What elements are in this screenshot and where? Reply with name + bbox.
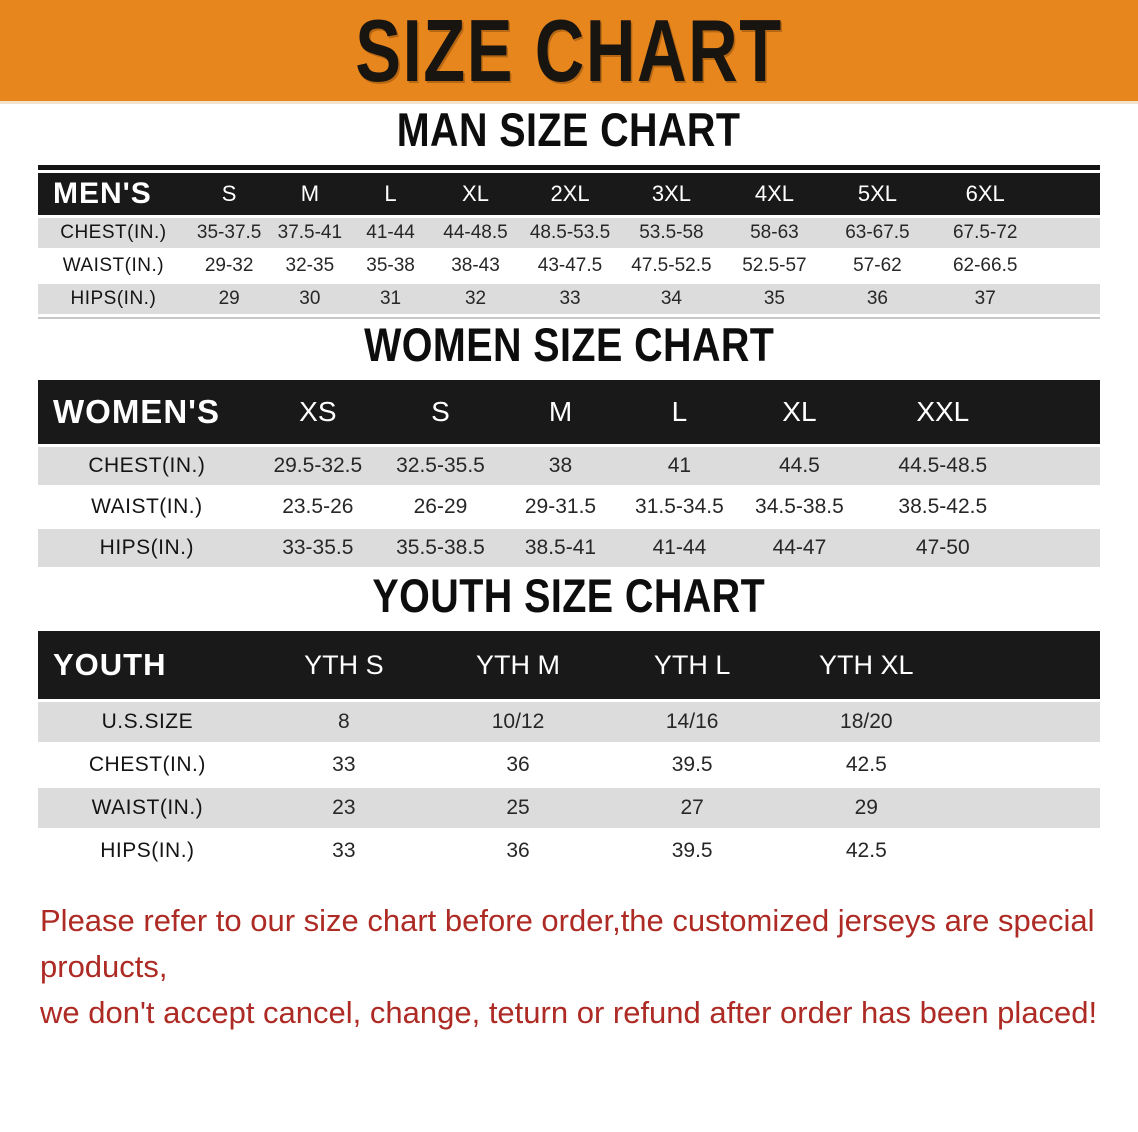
size-value: 32.5-35.5 xyxy=(380,446,501,487)
table-header-row xyxy=(38,380,1100,446)
women-size-table xyxy=(38,380,1100,570)
size-column-header: YTH M xyxy=(431,631,605,701)
size-value: 44-48.5 xyxy=(431,217,520,250)
size-column-header: 4XL xyxy=(723,173,826,217)
size-value: 38-43 xyxy=(431,250,520,283)
size-value: 38 xyxy=(501,446,620,487)
size-value: 39.5 xyxy=(605,830,779,873)
mens-section-heading xyxy=(0,104,1138,165)
size-value: 33 xyxy=(257,744,431,787)
table-corner-label: MEN'S xyxy=(38,173,189,217)
table-row xyxy=(38,830,1100,873)
size-column-header: XL xyxy=(739,380,860,446)
size-table xyxy=(38,380,1100,570)
size-value: 63-67.5 xyxy=(826,217,929,250)
size-value: 47.5-52.5 xyxy=(620,250,723,283)
filler-cell xyxy=(953,787,1100,830)
size-value: 29-32 xyxy=(189,250,270,283)
size-value: 36 xyxy=(431,744,605,787)
size-value: 39.5 xyxy=(605,744,779,787)
size-value: 27 xyxy=(605,787,779,830)
size-value: 32 xyxy=(431,283,520,316)
size-value: 34.5-38.5 xyxy=(739,487,860,528)
size-value: 23.5-26 xyxy=(256,487,380,528)
size-value: 48.5-53.5 xyxy=(520,217,620,250)
size-value: 33-35.5 xyxy=(256,528,380,569)
size-value: 44.5 xyxy=(739,446,860,487)
size-value: 52.5-57 xyxy=(723,250,826,283)
filler-cell xyxy=(953,744,1100,787)
size-value: 44-47 xyxy=(739,528,860,569)
filler-cell xyxy=(1026,446,1100,487)
table-row xyxy=(38,446,1100,487)
table-corner-label: YOUTH xyxy=(38,631,257,701)
size-value: 29.5-32.5 xyxy=(256,446,380,487)
size-column-header: S xyxy=(380,380,501,446)
size-column-header: M xyxy=(501,380,620,446)
banner xyxy=(0,0,1138,104)
size-value: 38.5-42.5 xyxy=(860,487,1026,528)
size-value: 41-44 xyxy=(350,217,431,250)
size-column-header: L xyxy=(350,173,431,217)
row-label: HIPS(IN.) xyxy=(38,528,256,569)
size-column-header: 6XL xyxy=(929,173,1042,217)
row-label: HIPS(IN.) xyxy=(38,283,189,316)
size-value: 23 xyxy=(257,787,431,830)
table-row xyxy=(38,701,1100,744)
size-value: 18/20 xyxy=(779,701,953,744)
filler-cell xyxy=(1041,173,1100,217)
size-value: 37.5-41 xyxy=(270,217,351,250)
size-value: 62-66.5 xyxy=(929,250,1042,283)
table-row xyxy=(38,250,1100,283)
table-row xyxy=(38,744,1100,787)
youth-section-heading xyxy=(0,570,1138,631)
size-value: 14/16 xyxy=(605,701,779,744)
row-label: WAIST(IN.) xyxy=(38,487,256,528)
women-section-heading xyxy=(0,319,1138,380)
size-column-header: XL xyxy=(431,173,520,217)
banner-title: SIZE CHART xyxy=(355,0,783,100)
size-value: 35 xyxy=(723,283,826,316)
size-value: 36 xyxy=(431,830,605,873)
row-label: HIPS(IN.) xyxy=(38,830,257,873)
filler-cell xyxy=(1026,380,1100,446)
size-column-header: YTH S xyxy=(257,631,431,701)
size-value: 34 xyxy=(620,283,723,316)
size-value: 26-29 xyxy=(380,487,501,528)
size-value: 42.5 xyxy=(779,744,953,787)
size-value: 36 xyxy=(826,283,929,316)
size-column-header: YTH L xyxy=(605,631,779,701)
size-column-header: YTH XL xyxy=(779,631,953,701)
women-section-heading-text: WOMEN SIZE CHART xyxy=(363,318,775,371)
size-value: 67.5-72 xyxy=(929,217,1042,250)
size-column-header: XS xyxy=(256,380,380,446)
size-value: 35-37.5 xyxy=(189,217,270,250)
size-value: 47-50 xyxy=(860,528,1026,569)
size-value: 42.5 xyxy=(779,830,953,873)
filler-cell xyxy=(1041,217,1100,250)
size-value: 10/12 xyxy=(431,701,605,744)
size-value: 53.5-58 xyxy=(620,217,723,250)
size-value: 33 xyxy=(520,283,620,316)
size-value: 33 xyxy=(257,830,431,873)
row-label: WAIST(IN.) xyxy=(38,787,257,830)
size-value: 41 xyxy=(620,446,739,487)
size-column-header: 5XL xyxy=(826,173,929,217)
filler-cell xyxy=(1041,250,1100,283)
table-header-row xyxy=(38,173,1100,217)
youth-size-table xyxy=(38,631,1100,874)
size-value: 35-38 xyxy=(350,250,431,283)
size-value: 37 xyxy=(929,283,1042,316)
order-policy-line-2: we don't accept cancel, change, teturn or refund after order has been placed! xyxy=(40,995,1098,1030)
size-value: 32-35 xyxy=(270,250,351,283)
table-row xyxy=(38,787,1100,830)
mens-section-heading-text: MAN SIZE CHART xyxy=(397,103,741,156)
size-value: 58-63 xyxy=(723,217,826,250)
filler-cell xyxy=(1026,487,1100,528)
size-value: 44.5-48.5 xyxy=(860,446,1026,487)
size-value: 8 xyxy=(257,701,431,744)
table-row xyxy=(38,283,1100,316)
size-table xyxy=(38,631,1100,874)
size-column-header: L xyxy=(620,380,739,446)
size-value: 57-62 xyxy=(826,250,929,283)
size-value: 30 xyxy=(270,283,351,316)
size-value: 29 xyxy=(779,787,953,830)
table-row xyxy=(38,528,1100,569)
size-value: 41-44 xyxy=(620,528,739,569)
row-label: CHEST(IN.) xyxy=(38,217,189,250)
size-column-header: XXL xyxy=(860,380,1026,446)
filler-cell xyxy=(953,631,1100,701)
filler-cell xyxy=(953,830,1100,873)
size-value: 38.5-41 xyxy=(501,528,620,569)
youth-section-heading-text: YOUTH SIZE CHART xyxy=(372,569,766,622)
size-column-header: M xyxy=(270,173,351,217)
table-corner-label: WOMEN'S xyxy=(38,380,256,446)
order-policy-line-1: Please refer to our size chart before order,the customized jerseys are special products, xyxy=(40,903,1095,984)
table-header-row xyxy=(38,631,1100,701)
size-value: 31.5-34.5 xyxy=(620,487,739,528)
size-value: 29 xyxy=(189,283,270,316)
size-column-header: 2XL xyxy=(520,173,620,217)
size-value: 25 xyxy=(431,787,605,830)
size-column-header: S xyxy=(189,173,270,217)
size-value: 35.5-38.5 xyxy=(380,528,501,569)
row-label: CHEST(IN.) xyxy=(38,446,256,487)
table-row xyxy=(38,487,1100,528)
row-label: U.S.SIZE xyxy=(38,701,257,744)
mens-size-table xyxy=(38,165,1100,319)
filler-cell xyxy=(1026,528,1100,569)
size-column-header: 3XL xyxy=(620,173,723,217)
table-row xyxy=(38,217,1100,250)
row-label: CHEST(IN.) xyxy=(38,744,257,787)
size-value: 29-31.5 xyxy=(501,487,620,528)
size-value: 31 xyxy=(350,283,431,316)
size-value: 43-47.5 xyxy=(520,250,620,283)
filler-cell xyxy=(1041,283,1100,316)
order-policy-note xyxy=(0,898,1138,1036)
size-table xyxy=(38,173,1100,317)
filler-cell xyxy=(953,701,1100,744)
row-label: WAIST(IN.) xyxy=(38,250,189,283)
